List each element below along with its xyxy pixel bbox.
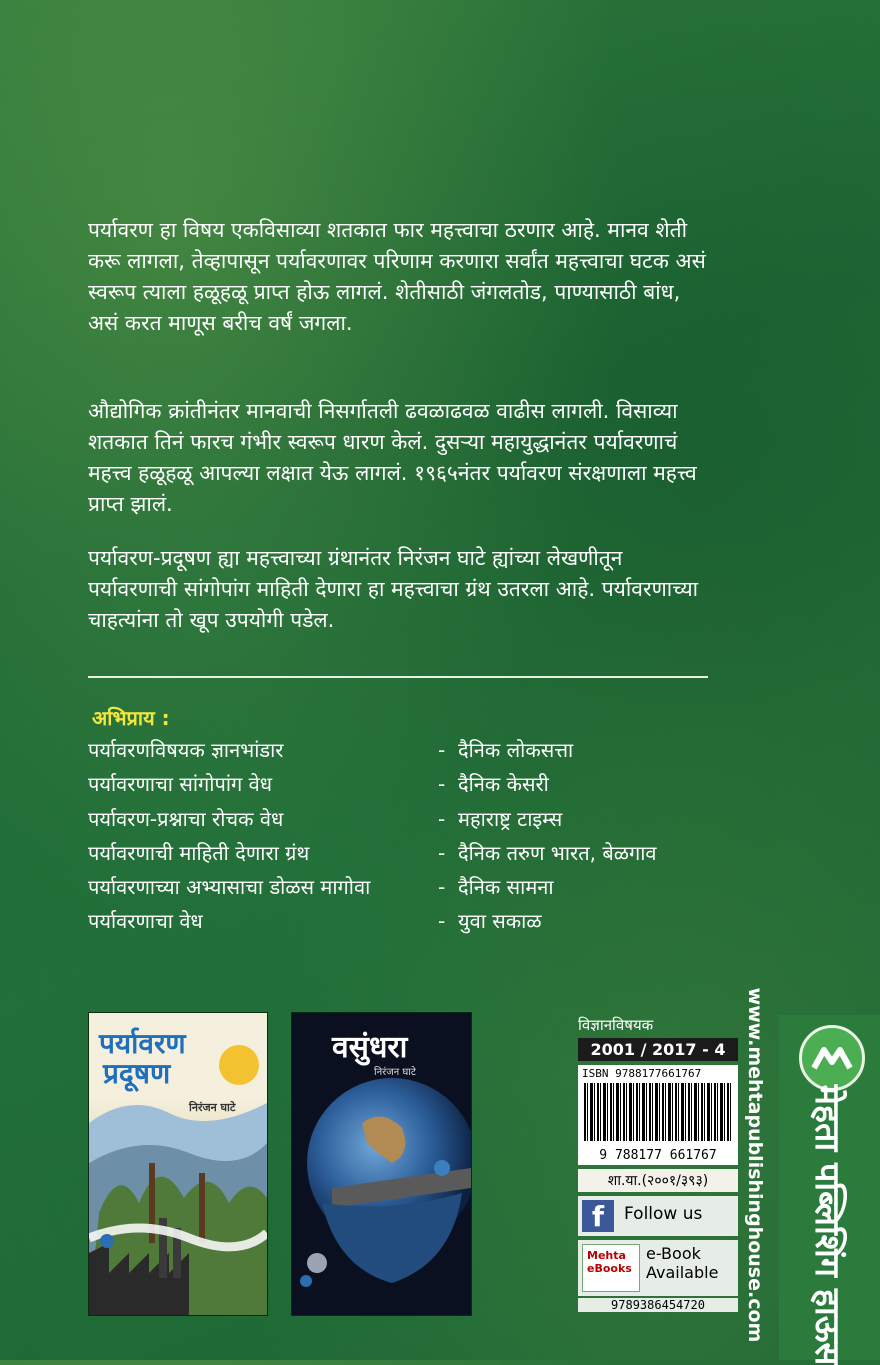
publisher-band [779, 1015, 880, 1365]
opinion-source: दैनिक लोकसत्ता [458, 738, 574, 762]
edition-number: 2001 / 2017 - 4 [578, 1038, 738, 1061]
opinion-row [88, 837, 728, 869]
follow-us-text: Follow us [624, 1204, 703, 1224]
opinion-source: दैनिक तरुण भारत, बेळगाव [458, 841, 657, 865]
opinion-source: महाराष्ट्र टाइम्स [458, 807, 563, 831]
opinion-source: युवा सकाळ [458, 909, 542, 933]
publisher-logo-icon [799, 1025, 865, 1091]
ebook-logo-text: Mehta eBooks [587, 1249, 632, 1275]
ebook-isbn: 9789386454720 [578, 1298, 738, 1312]
website-url[interactable] [742, 987, 768, 1343]
catalog-code: शा.या.(२००१/३९३) [578, 1169, 738, 1192]
earth-illustration [292, 1013, 471, 1315]
ebook-available[interactable] [578, 1240, 738, 1296]
opinion-phrase: पर्यावरणाचा वेध [88, 909, 203, 933]
opinion-row [88, 768, 728, 800]
facebook-follow[interactable] [578, 1196, 738, 1236]
opinion-source: दैनिक सामना [458, 875, 554, 899]
opinion-phrase: पर्यावरण-प्रश्नाचा रोचक वेध [88, 807, 284, 831]
blurb-paragraph-2: औद्योगिक क्रांतीनंतर मानवाची निसर्गातली ढवळाढवळ वाढीस लागली. विसाव्या शतकात तिनं फारच गंभीर स्वरूप धारण केलं. दुसऱ्या महायुद्धानंतर पर्यावरणाचं महत्त्व हळूहळू आपल्या लक्षात येऊ लागलं. १९६५नंतर पर्यावरण संरक्षणाला महत्त्व प्राप्त झालं. [88, 399, 697, 516]
opinion-phrase: पर्यावरणाच्या अभ्यासाचा डोळस मागोवा [88, 875, 371, 899]
opinion-dash: - [438, 875, 446, 899]
opinion-dash: - [438, 841, 446, 865]
opinion-row [88, 803, 728, 835]
publisher-name: मेहता पब्लिशिंग हाऊस [807, 1084, 847, 1365]
book2-author: निरंजन घाटे [374, 1067, 416, 1078]
book-cover-vasundhara[interactable] [291, 1012, 472, 1316]
opinions-title: अभिप्राय : [92, 706, 170, 730]
opinion-row [88, 871, 728, 903]
opinion-dash: - [438, 909, 446, 933]
category-label: विज्ञानविषयक [578, 1016, 654, 1034]
book-info-block [578, 1015, 738, 1312]
opinion-dash: - [438, 772, 446, 796]
publisher-logo-icon [100, 1234, 114, 1248]
opinion-row [88, 734, 728, 766]
ebook-line-1: e-Book [646, 1244, 701, 1263]
book1-author: निरंजन घाटे [189, 1101, 236, 1114]
book1-title-line1: पर्यावरण [99, 1027, 186, 1060]
mehta-ebooks-logo [582, 1244, 640, 1292]
facebook-icon: f [582, 1200, 614, 1232]
opinion-phrase: पर्यावरणविषयक ज्ञानभांडार [88, 738, 284, 762]
landscape-illustration [89, 1013, 267, 1315]
isbn-label: ISBN 9788177661767 [582, 1067, 702, 1080]
publisher-logo-icon [300, 1275, 312, 1287]
isbn-barcode [578, 1065, 738, 1165]
blurb-paragraph-3: पर्यावरण-प्रदूषण ह्या महत्त्वाच्या ग्रंथानंतर निरंजन घाटे ह्यांच्या लेखणीतून पर्यावरणाची सांगोपांग माहिती देणारा हा महत्त्वाचा ग्रंथ उतरला आहे. पर्यावरणाच्या चाहत्यांना तो खूप उपयोगी पडेल. [88, 546, 699, 632]
blurb-paragraph-1: पर्यावरण हा विषय एकविसाव्या शतकात फार महत्त्वाचा ठरणार आहे. मानव शेती करू लागला, तेव्हापासून पर्यावरणावर परिणाम करणारा सर्वांत महत्त्वाचा घटक असं स्वरूप त्याला हळूहळू प्राप्त होऊ लागलं. शेतीसाठी जंगलतोड, पाण्यासाठी बांध, असं करत माणूस बरीच वर्षं जगला. [88, 218, 706, 335]
ebook-line-2: Available [646, 1263, 719, 1282]
isbn-number: 9 788177 661767 [599, 1148, 717, 1163]
book-cover-paryavaran-pradushan[interactable] [88, 1012, 268, 1316]
book2-title: वसुंधरा [332, 1030, 408, 1065]
opinion-dash: - [438, 807, 446, 831]
website-url-text: www.mehtapublishinghouse.com [744, 987, 766, 1343]
opinion-phrase: पर्यावरणाचा सांगोपांग वेध [88, 772, 273, 796]
ebook-text [646, 1244, 718, 1282]
divider [88, 676, 708, 678]
barcode-bars [584, 1083, 732, 1141]
book1-title-line2: प्रदूषण [103, 1057, 171, 1090]
opinion-row [88, 905, 728, 937]
opinion-dash: - [438, 738, 446, 762]
m-mark-icon [802, 1028, 862, 1088]
opinion-phrase: पर्यावरणाची माहिती देणारा ग्रंथ [88, 841, 310, 865]
opinion-source: दैनिक केसरी [458, 772, 549, 796]
